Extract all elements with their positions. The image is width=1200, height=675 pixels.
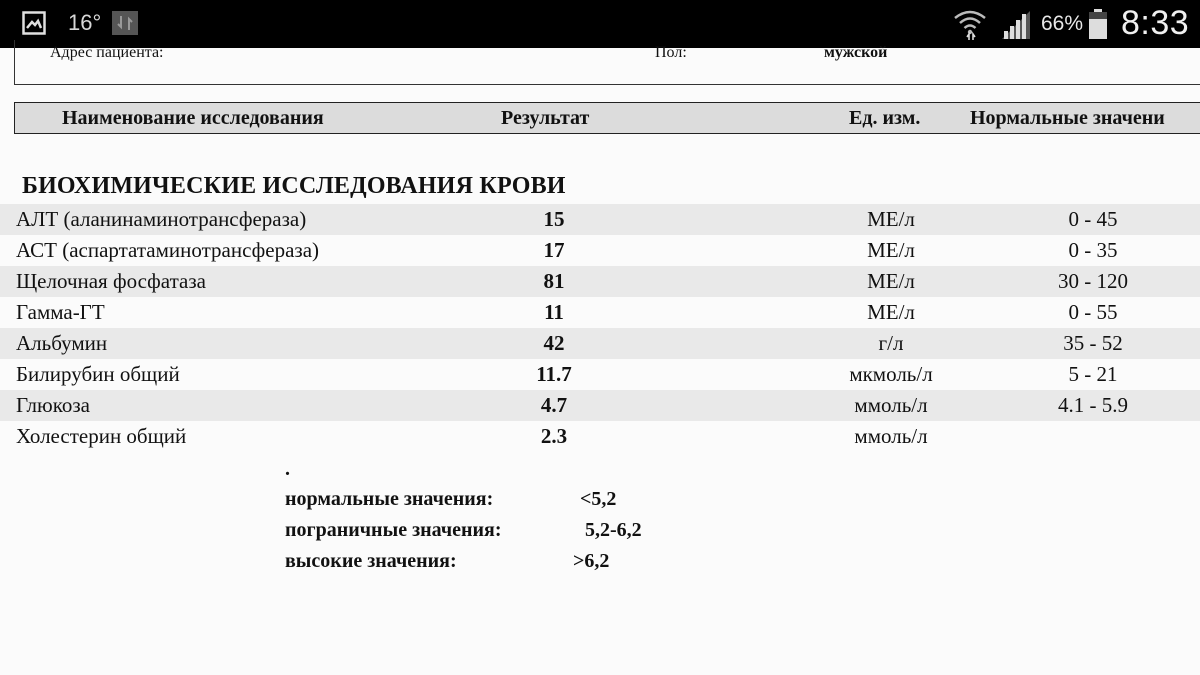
gallery-icon[interactable] (22, 11, 46, 35)
test-norm: 0 - 55 (1068, 300, 1118, 324)
test-name: АСТ (аспартатаминотрансфераза) (16, 238, 320, 262)
test-name: Щелочная фосфатаза (16, 269, 206, 293)
temperature-indicator: 16° (68, 10, 102, 35)
test-unit: МЕ/л (867, 238, 915, 262)
test-result: 17 (543, 238, 565, 262)
test-result: 42 (543, 331, 565, 355)
table-row (0, 421, 1200, 452)
table-row (0, 266, 1200, 297)
battery-icon (1088, 9, 1108, 39)
test-norm: 5 - 21 (1068, 362, 1118, 386)
table-row (0, 297, 1200, 328)
test-name: Холестерин общий (16, 424, 187, 448)
test-norm: 35 - 52 (1063, 331, 1123, 355)
patient-sex-label: Пол: (655, 44, 687, 61)
reference-value: >6,2 (573, 550, 610, 572)
column-header-result: Результат (501, 107, 590, 129)
test-result: 11 (544, 300, 564, 324)
test-name: Гамма-ГТ (16, 300, 105, 324)
reference-value: 5,2-6,2 (585, 519, 642, 541)
column-header-unit: Ед. изм. (849, 107, 921, 129)
test-norm: 4.1 - 5.9 (1058, 393, 1128, 417)
patient-address-label: Адрес пациента: (50, 44, 164, 61)
wifi-icon (952, 6, 988, 42)
reference-value: <5,2 (580, 488, 617, 510)
test-norm: 0 - 35 (1068, 238, 1118, 262)
test-unit: МЕ/л (867, 207, 915, 231)
test-result: 2.3 (540, 424, 568, 448)
test-unit: г/л (878, 331, 904, 355)
test-unit: МЕ/л (867, 300, 915, 324)
test-norm: 0 - 45 (1068, 207, 1118, 231)
test-unit: мкмоль/л (849, 362, 933, 386)
sync-icon (112, 11, 138, 35)
test-unit: МЕ/л (867, 269, 915, 293)
table-row (0, 390, 1200, 421)
test-result: 15 (543, 207, 565, 231)
section-title: БИОХИМИЧЕСКИЕ ИССЛЕДОВАНИЯ КРОВИ (22, 173, 566, 199)
column-header-norm: Нормальные значени (970, 107, 1165, 129)
test-result: 81 (543, 269, 565, 293)
reference-label: высокие значения: (285, 550, 457, 572)
reference-label: нормальные значения: (285, 488, 494, 510)
patient-info-box (14, 40, 1200, 85)
patient-sex-value: мужской (824, 44, 888, 61)
reference-bullet: . (285, 458, 290, 480)
test-name: Билирубин общий (16, 362, 180, 386)
test-name: Глюкоза (16, 393, 90, 417)
reference-label: пограничные значения: (285, 519, 502, 541)
test-unit: ммоль/л (854, 424, 928, 448)
test-unit: ммоль/л (854, 393, 928, 417)
table-row (0, 328, 1200, 359)
test-result: 4.7 (540, 393, 568, 417)
table-row (0, 235, 1200, 266)
test-result: 11.7 (536, 362, 572, 386)
table-row (0, 204, 1200, 235)
clock: 8:33 (1121, 4, 1190, 42)
signal-icon (1000, 9, 1032, 41)
column-header-name: Наименование исследования (62, 107, 324, 129)
battery-percentage: 66% (1041, 12, 1084, 35)
test-name: Альбумин (16, 331, 108, 355)
test-norm: 30 - 120 (1058, 269, 1128, 293)
test-name: АЛТ (аланинаминотрансфераза) (16, 207, 307, 231)
table-row (0, 359, 1200, 390)
